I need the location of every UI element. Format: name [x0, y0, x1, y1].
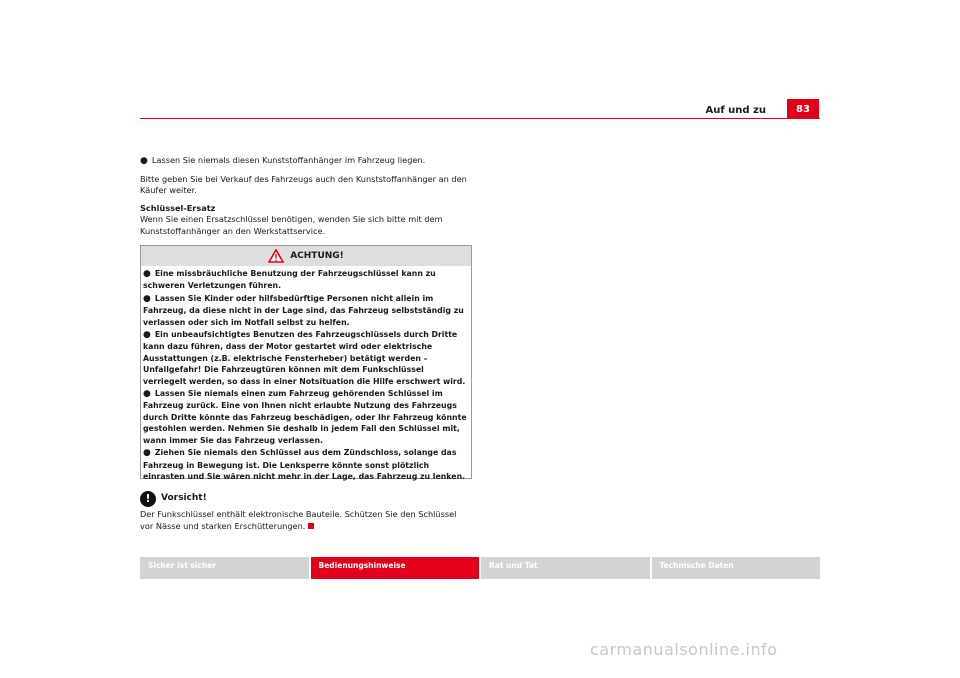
tab-rat-und-tat[interactable]: Rat und Tat [481, 557, 650, 579]
section-title: Auf und zu [705, 105, 766, 116]
bullet-item [140, 155, 470, 168]
paragraph: Bitte geben Sie bei Verkauf des Fahrzeugs auch den Kunststoffanhänger an den Käufer weiter. [140, 173, 467, 195]
end-marker-icon [308, 523, 314, 529]
warning-item-text: Lassen Sie Kinder oder hilfsbedürftige Personen nicht allein im Fahrzeug, da diese nicht in der Lage sind, das Fahrzeug selbstständig zu verlassen oder sich im Notfall selbst zu helfen. [143, 293, 464, 327]
warning-header [141, 246, 471, 266]
bullet-text: Lassen Sie niemals diesen Kunststoffanhänger im Fahrzeug liegen. [151, 155, 426, 165]
warning-item [143, 293, 469, 328]
warning-item-text: Lassen Sie niemals einen zum Fahrzeug gehörenden Schlüssel im Fahrzeug zurück. Eine von Ihnen nicht erlaubte Nutzung des Fahrzeugs durch Dritte könnte das Fahrzeug beschädigen, oder Ihr Fahrzeug könnte gestohlen werden. Nehmen Sie deshalb in jedem Fall den Schlüssel mit, wann immer Sie das Fahrzeug verlassen. [143, 389, 467, 445]
warning-triangle-icon [268, 249, 284, 263]
warning-item [143, 329, 469, 387]
tab-sicher-ist-sicher[interactable]: Sicher ist sicher [140, 557, 309, 579]
warning-item-text: Eine missbräuchliche Benutzung der Fahrzeugschlüssel kann zu schweren Verletzungen führen. [143, 269, 436, 291]
bullet-icon: ● [143, 448, 151, 459]
caution-header [140, 491, 470, 507]
tab-bedienungshinweise[interactable]: Bedienungshinweise [311, 557, 480, 579]
exclamation-circle-icon: ! [140, 491, 156, 507]
bullet-icon: ● [140, 156, 148, 166]
subheading: Schlüssel-Ersatz [140, 202, 216, 213]
caution-note [140, 491, 470, 532]
warning-item [143, 268, 469, 292]
caution-text: Der Funkschlüssel enthält elektronische Bauteile. Schützen Sie den Schlüssel vor Nässe und starken Erschütterungen. [140, 509, 457, 531]
main-content [140, 155, 470, 237]
warning-box [140, 245, 472, 479]
watermark: carmanualsonline.info [590, 640, 778, 659]
warning-item [143, 447, 469, 482]
bullet-icon: ● [143, 293, 151, 304]
paragraph: Wenn Sie einen Ersatzschlüssel benötigen, wenden Sie sich bitte mit dem Kunststoffanhänger an den Werkstattservice. [140, 214, 443, 236]
caution-title: Vorsicht! [161, 493, 207, 504]
warning-body [141, 266, 471, 482]
footer-nav [140, 557, 820, 579]
warning-title: ACHTUNG! [290, 251, 344, 261]
page-number: 83 [787, 99, 819, 119]
warning-item-text: Ein unbeaufsichtigtes Benutzen des Fahrzeugschlüssels durch Dritte kann dazu führen, dass der Motor gestartet wird oder elektrische Ausstattungen (z.B. elektrische Fensterheber) betätigt werden – Unfallgefahr! Die Fahrzeugtüren können mit dem Funkschlüssel verriegelt werden, so dass in einer Notsituation die Hilfe erschwert wird. [143, 330, 466, 386]
bullet-icon: ● [143, 389, 151, 400]
bullet-icon: ● [143, 269, 151, 279]
warning-item [143, 388, 469, 446]
header-rule [140, 118, 820, 119]
bullet-icon: ● [143, 330, 151, 341]
tab-technische-daten[interactable]: Technische Daten [652, 557, 821, 579]
warning-item-text: Ziehen Sie niemals den Schlüssel aus dem Zündschloss, solange das Fahrzeug in Bewegung ist. Die Lenksperre könnte sonst plötzlich einrasten und Sie wären nicht mehr in der Lage, das Fahrzeug zu lenken. [143, 448, 466, 481]
